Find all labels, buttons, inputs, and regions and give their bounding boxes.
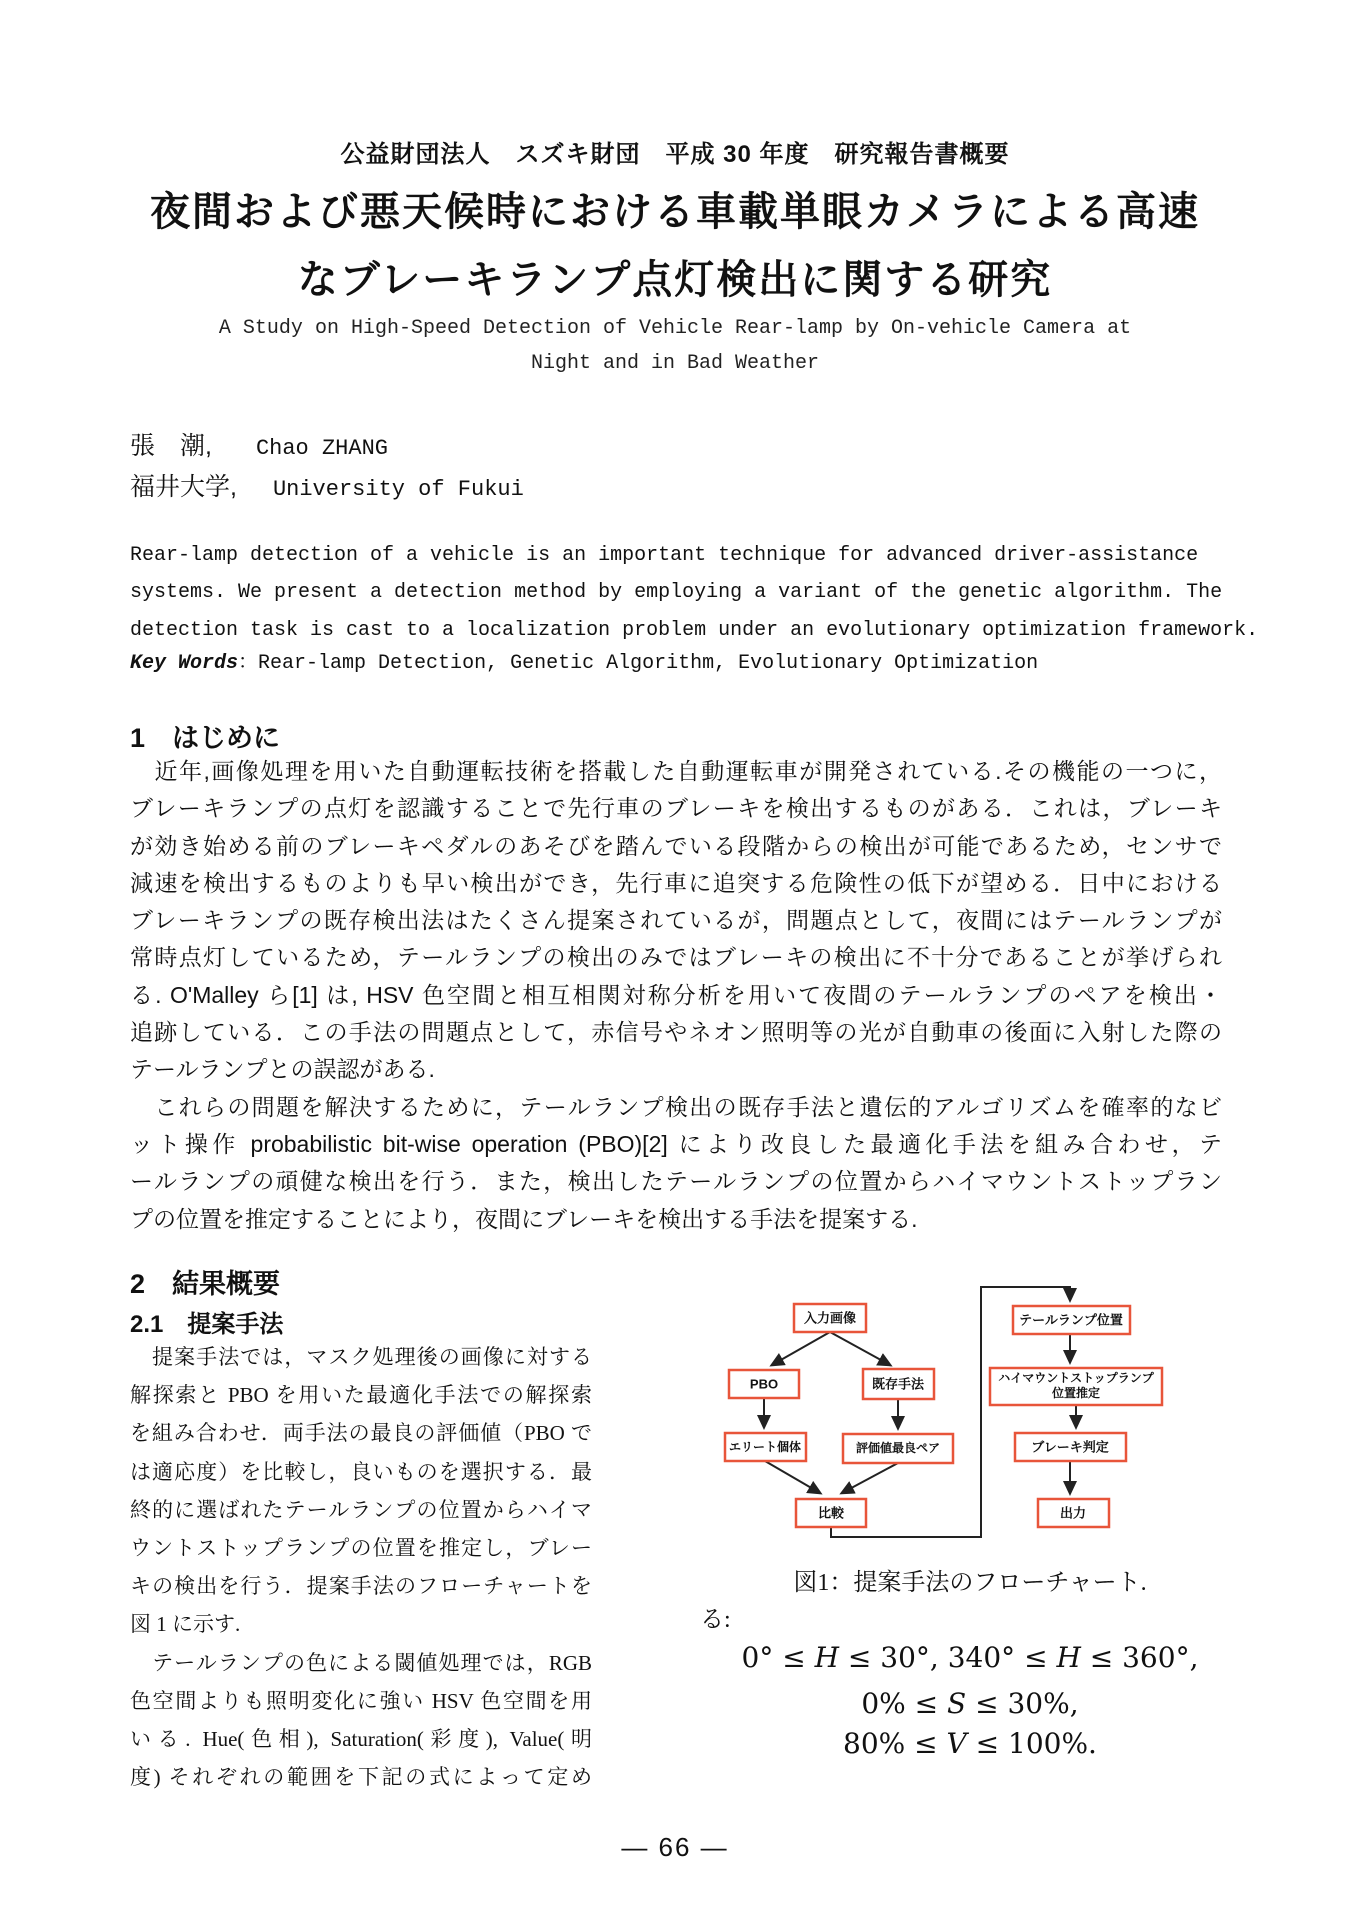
text-line: が効き始める前のブレーキペダルのあそびを踏んでいる段階からの検出が可能であるため，センサで bbox=[130, 832, 1222, 859]
text-line: キの検出を行う．提案手法のフローチャートを bbox=[130, 1574, 592, 1599]
text-line: を組み合わせ．両手法の最良の評価値（PBO で bbox=[130, 1421, 592, 1446]
flow-label-output: 出力 bbox=[1059, 1505, 1087, 1521]
abstract-block bbox=[130, 537, 1259, 649]
text-line: 度) それぞれの範囲を下記の式によって定め bbox=[130, 1765, 592, 1790]
text-line: ウントストップランプの位置を推定し，ブレー bbox=[130, 1535, 592, 1560]
affiliation-en: University of Fukui bbox=[272, 477, 524, 502]
text-line: ールランプの頑健な検出を行う．また，検出したテールランプの位置からハイマウントストップラン bbox=[130, 1168, 1222, 1195]
equation-value-range: 80% ≤ V ≤ 100%. bbox=[843, 1727, 1097, 1760]
text-line: ブレーキランプの点灯を認識することで先行車のブレーキを検出するものがある．これは，ブレーキ bbox=[130, 795, 1222, 822]
text-line: ブレーキランプの既存検出法はたくさん提案されているが，問題点として，夜間にはテールランプが bbox=[130, 907, 1222, 934]
text-line: プの位置を推定することにより，夜間にブレーキを検出する手法を提案する. bbox=[130, 1205, 918, 1232]
text-line: 減速を検出するものよりも早い検出ができ，先行車に追突する危険性の低下が望める．日中における bbox=[130, 869, 1222, 896]
text-line: いる. Hue(色相), Saturation(彩度), Value(明 bbox=[130, 1726, 592, 1751]
text-line: る. O'Malley ら[1] は, HSV 色空間と相互相関対称分析を用いて夜間のテールランプのペアを検出・ bbox=[130, 981, 1222, 1008]
column-continuation-text: る: bbox=[700, 1607, 731, 1633]
text-line: detection task is cast to a localization problem under an evolutionary optimization framework. bbox=[130, 618, 1259, 642]
flow-label-pbo: PBO bbox=[749, 1376, 779, 1392]
section2-1-heading: 2.1 提案手法 bbox=[130, 1311, 284, 1338]
flow-label-elite: エリート個体 bbox=[728, 1440, 802, 1455]
flow-label-highmount-line2: 位置推定 bbox=[1051, 1386, 1101, 1401]
text-line: これらの問題を解決するために，テールランプ検出の既存手法と遺伝的アルゴリズムを確率的なビ bbox=[130, 1093, 1222, 1120]
flow-label-highmount-line1: ハイマウントストップランプ bbox=[998, 1371, 1154, 1386]
text-line: 図 1 に示す. bbox=[130, 1612, 241, 1637]
text-line: 近年,画像処理を用いた自動運転技術を搭載した自動運転車が開発されている.その機能の一つに， bbox=[130, 758, 1222, 784]
keywords-text: ：Rear-lamp Detection, Genetic Algorithm, Evolutionary Optimization bbox=[238, 652, 1039, 675]
keywords-line bbox=[130, 649, 1222, 679]
affiliation-row bbox=[130, 467, 524, 508]
flow-nodes bbox=[725, 1304, 1162, 1527]
figure1-caption: 図1：提案手法のフローチャート. bbox=[793, 1570, 1147, 1596]
text-line: ット操作 probabilistic bit-wise operation (PBO)[2] により改良した最適化手法を組み合わせ，テ bbox=[130, 1130, 1222, 1157]
text-line: Rear-lamp detection of a vehicle is an important technique for advanced driver-assistance bbox=[130, 544, 1199, 567]
flow-label-input: 入力画像 bbox=[803, 1310, 857, 1326]
keywords-label: Key Words bbox=[130, 652, 239, 675]
flow-label-existing: 既存手法 bbox=[871, 1376, 925, 1392]
title-en-line1: A Study on High-Speed Detection of Vehicle Rear-lamp by On-vehicle Camera at bbox=[218, 317, 1132, 340]
text-line: 解探索と PBO を用いた最適化手法での解探索 bbox=[130, 1383, 592, 1408]
title-en-line2: Night and in Bad Weather bbox=[530, 352, 820, 375]
text-line: テールランプとの誤認がある. bbox=[130, 1056, 435, 1083]
text-line: 追跡している．この手法の問題点として，赤信号やネオン照明等の光が自動車の後面に入射した際の bbox=[130, 1019, 1222, 1046]
section2-left-column bbox=[130, 1338, 592, 1796]
flow-label-brake: ブレーキ判定 bbox=[1031, 1439, 1109, 1455]
report-header: 公益財団法人 スズキ財団 平成 30 年度 研究報告書概要 bbox=[340, 141, 1010, 168]
equation-saturation-range: 0% ≤ S ≤ 30%, bbox=[861, 1687, 1079, 1720]
text-line: systems. We present a detection method by employing a variant of the genetic algorithm. The bbox=[130, 581, 1223, 605]
text-line: 常時点灯しているため，テールランプの検出のみではブレーキの検出に不十分であることが挙げられ bbox=[130, 944, 1222, 971]
text-line: 色空間よりも照明変化に強い HSV 色空間を用 bbox=[130, 1688, 592, 1713]
authors-block bbox=[130, 426, 524, 508]
text-line: は適応度）を比較し，良いものを選択する．最 bbox=[130, 1459, 592, 1484]
title-jp-line1: 夜間および悪天候時における車載単眼カメラによる高速 bbox=[150, 190, 1200, 234]
flow-label-best-pair: 評価値最良ペア bbox=[855, 1441, 941, 1456]
author-name-jp: 張 潮, bbox=[130, 432, 212, 460]
text-line: 終的に選ばれたテールランプの位置からハイマ bbox=[130, 1497, 592, 1522]
flow-label-compare: 比較 bbox=[817, 1505, 845, 1521]
section2-heading: 2 結果概要 bbox=[130, 1269, 281, 1299]
affiliation-jp: 福井大学, bbox=[130, 473, 237, 501]
text-line: 提案手法では，マスク処理後の画像に対する bbox=[130, 1345, 592, 1369]
section1-body bbox=[130, 753, 1222, 1238]
text-line: テールランプの色による閾値処理では，RGB bbox=[130, 1650, 592, 1675]
section1-heading: 1 はじめに bbox=[130, 723, 281, 753]
flow-label-taillamp: テールランプ位置 bbox=[1019, 1312, 1123, 1328]
author-row bbox=[130, 426, 524, 467]
figure1-flowchart bbox=[700, 1280, 1240, 1550]
page-number: — 66 — bbox=[621, 1832, 729, 1862]
author-name-en: Chao ZHANG bbox=[255, 436, 388, 461]
equation-hue-range: 0° ≤ H ≤ 30°, 340° ≤ H ≤ 360°, bbox=[741, 1641, 1199, 1674]
title-jp-line2: なブレーキランプ点灯検出に関する研究 bbox=[297, 258, 1053, 302]
